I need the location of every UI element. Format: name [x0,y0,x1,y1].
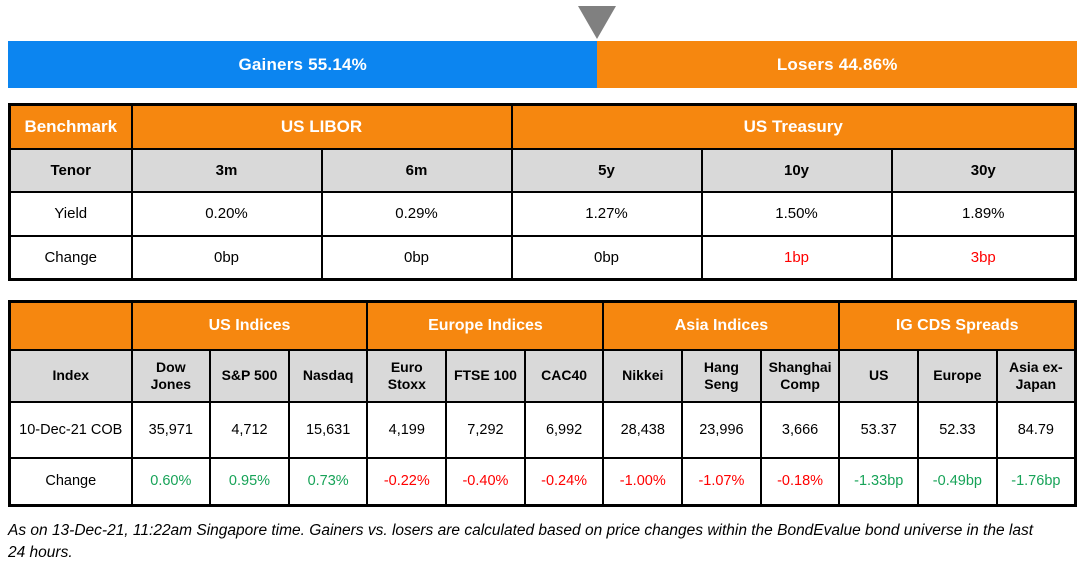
yield-row [10,192,1076,236]
col-nasdaq: Nasdaq [289,350,368,402]
col-cac40: CAC40 [525,350,604,402]
col-cds-europe: Europe [918,350,997,402]
change-dow-jones: 0.60% [132,458,211,506]
benchmark-table [8,103,1077,281]
col-cds-asia-ex-japan: Asia ex-Japan [997,350,1076,402]
indices-table [8,300,1077,507]
group-europe-indices: Europe Indices [367,302,603,350]
gainers-label: Gainers 55.14% [238,54,367,74]
change-hang-seng: -1.07% [682,458,761,506]
losers-segment [597,41,1077,88]
yield-10y: 1.50% [702,192,892,236]
yield-5y: 1.27% [512,192,702,236]
group-ig-cds-spreads: IG CDS Spreads [839,302,1075,350]
yield-3m: 0.20% [132,192,322,236]
col-dow-jones: Dow Jones [132,350,211,402]
change-6m: 0bp [322,236,512,280]
group-us-treasury: US Treasury [512,105,1076,149]
benchmark-header-row [10,105,1076,149]
losers-label: Losers 44.86% [776,54,898,74]
value-cds-asia-ex-japan: 84.79 [997,402,1076,458]
indices-change-row [10,458,1076,506]
change-cds-asia-ex-japan: -1.76bp [997,458,1076,506]
pointer-strip [8,0,1077,41]
value-ftse-100: 7,292 [446,402,525,458]
index-row-label: Index [10,350,132,402]
tenor-5y: 5y [512,149,702,192]
col-hang-seng: Hang Seng [682,350,761,402]
indices-change-row-label: Change [10,458,132,506]
col-sp500: S&P 500 [210,350,289,402]
value-cds-europe: 52.33 [918,402,997,458]
change-ftse-100: -0.40% [446,458,525,506]
yield-6m: 0.29% [322,192,512,236]
value-dow-jones: 35,971 [132,402,211,458]
tenor-row [10,149,1076,192]
value-cac40: 6,992 [525,402,604,458]
value-sp500: 4,712 [210,402,289,458]
cob-values-row [10,402,1076,458]
tenor-3m: 3m [132,149,322,192]
change-shanghai-comp: -0.18% [761,458,840,506]
benchmark-corner-label: Benchmark [10,105,132,149]
change-5y: 0bp [512,236,702,280]
value-euro-stoxx: 4,199 [367,402,446,458]
change-3m: 0bp [132,236,322,280]
indices-table-wrap [8,300,1077,507]
yield-row-label: Yield [10,192,132,236]
cob-date-label: 10-Dec-21 COB [10,402,132,458]
index-names-row [10,350,1076,402]
change-cds-us: -1.33bp [839,458,918,506]
group-us-indices: US Indices [132,302,368,350]
tenor-row-label: Tenor [10,149,132,192]
tenor-10y: 10y [702,149,892,192]
change-30y: 3bp [892,236,1076,280]
col-nikkei: Nikkei [603,350,682,402]
value-hang-seng: 23,996 [682,402,761,458]
benchmark-change-row-label: Change [10,236,132,280]
change-nasdaq: 0.73% [289,458,368,506]
change-10y: 1bp [702,236,892,280]
yield-30y: 1.89% [892,192,1076,236]
change-cac40: -0.24% [525,458,604,506]
benchmark-table-wrap [8,103,1077,281]
gainers-segment [8,41,597,88]
value-cds-us: 53.37 [839,402,918,458]
change-nikkei: -1.00% [603,458,682,506]
benchmark-change-row [10,236,1076,280]
split-pointer-triangle-icon [578,6,616,39]
change-cds-europe: -0.49bp [918,458,997,506]
value-nikkei: 28,438 [603,402,682,458]
change-euro-stoxx: -0.22% [367,458,446,506]
tenor-6m: 6m [322,149,512,192]
col-cds-us: US [839,350,918,402]
group-asia-indices: Asia Indices [603,302,839,350]
gainers-losers-bar [8,41,1077,88]
value-shanghai-comp: 3,666 [761,402,840,458]
value-nasdaq: 15,631 [289,402,368,458]
col-euro-stoxx: Euro Stoxx [367,350,446,402]
group-us-libor: US LIBOR [132,105,512,149]
change-sp500: 0.95% [210,458,289,506]
indices-header-row [10,302,1076,350]
tenor-30y: 30y [892,149,1076,192]
col-shanghai-comp: Shanghai Comp [761,350,840,402]
col-ftse-100: FTSE 100 [446,350,525,402]
indices-corner-blank [10,302,132,350]
footnote: As on 13-Dec-21, 11:22am Singapore time. Gainers vs. losers are calculated based on price changes within the BondEvalue bond universe in the last 24 hours. [8,522,1034,562]
